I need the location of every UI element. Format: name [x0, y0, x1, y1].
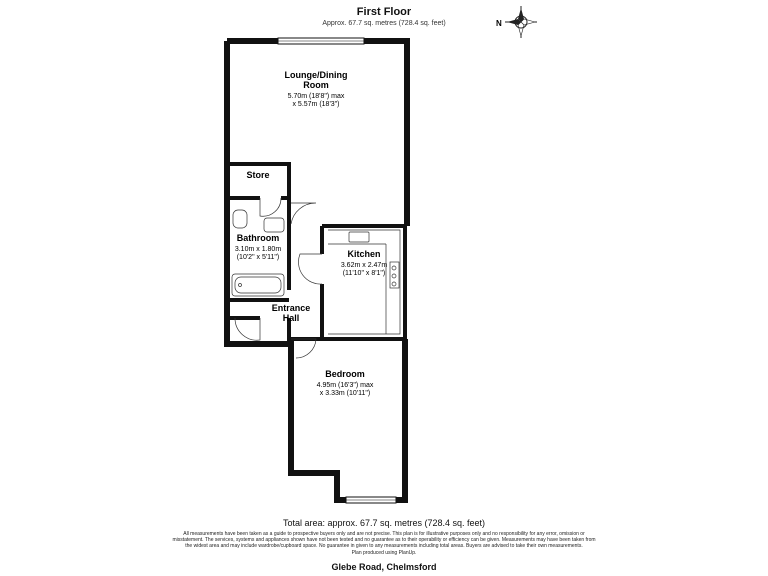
basin-icon — [264, 218, 284, 232]
compass-icon — [496, 6, 537, 38]
disclaimer — [100, 531, 668, 556]
lounge-dim-1: 5.70m (18'8") max — [287, 93, 345, 100]
kitchen-fixtures — [328, 230, 400, 334]
disclaimer-line-4: Plan produced using PlanUp. — [351, 549, 417, 556]
bedroom-dim-1: 4.95m (16'3") max — [316, 382, 374, 389]
total-area: Total area: approx. 67.7 sq. metres (728.4 sq. feet) — [282, 518, 486, 528]
bedroom-door-swing — [291, 339, 316, 358]
kitchen-dim-1: 3.62m x 2.47m — [340, 262, 388, 269]
window-lounge — [278, 38, 364, 44]
lounge-dim-2: x 5.57m (18'3") — [292, 101, 340, 108]
kitchen-door-swing — [298, 254, 322, 284]
disclaimer-line-3: the widest area and may include wardrobe/cupboard space. No guarantee in given to any measurements including total areas. Buyers are advised to take their own measurements. — [185, 543, 583, 550]
hall-door-swing — [291, 203, 316, 224]
bathroom-fixtures — [232, 210, 284, 296]
toilet-icon — [233, 210, 247, 228]
property-address: Glebe Road, Chelmsford — [331, 562, 437, 572]
lounge-name-1: Lounge/Dining — [284, 70, 348, 80]
lounge-name-2: Room — [303, 80, 329, 90]
bathroom-dim-1: 3.10m x 1.80m — [234, 246, 282, 253]
bathroom-name: Bathroom — [236, 233, 280, 243]
store-name: Store — [246, 170, 270, 180]
disclaimer-line-2: misstatement. The services, systems and appliances shown have not been tested and no guarantee as to their operability or efficiency can be given. Measurements may have been taken from — [172, 537, 596, 544]
window-bedroom — [346, 497, 396, 503]
sink-icon — [349, 232, 369, 242]
bedroom-dim-2: x 3.33m (10'11") — [319, 390, 371, 397]
floor-area-subtitle: Approx. 67.7 sq. metres (728.4 sq. feet) — [322, 20, 446, 27]
store-door-swing — [260, 198, 281, 216]
kitchen-dim-2: (11'10" x 8'1") — [342, 270, 386, 277]
compass-north-label: N — [496, 19, 502, 28]
bathroom-dim-2: (10'2" x 5'11") — [236, 254, 280, 261]
hall-name-1: Entrance — [271, 303, 311, 313]
kitchen-name: Kitchen — [347, 249, 381, 259]
bedroom-name: Bedroom — [325, 369, 365, 379]
hall-name-2: Hall — [282, 313, 300, 323]
disclaimer-line-1: All measurements have been taken as a guide to prospective buyers only and are not precise. This plan is for illustrative purposes only and no responsibility for any error, omission or — [183, 531, 585, 537]
cupboard-door-swing — [235, 318, 260, 340]
floor-title: First Floor — [356, 6, 412, 18]
